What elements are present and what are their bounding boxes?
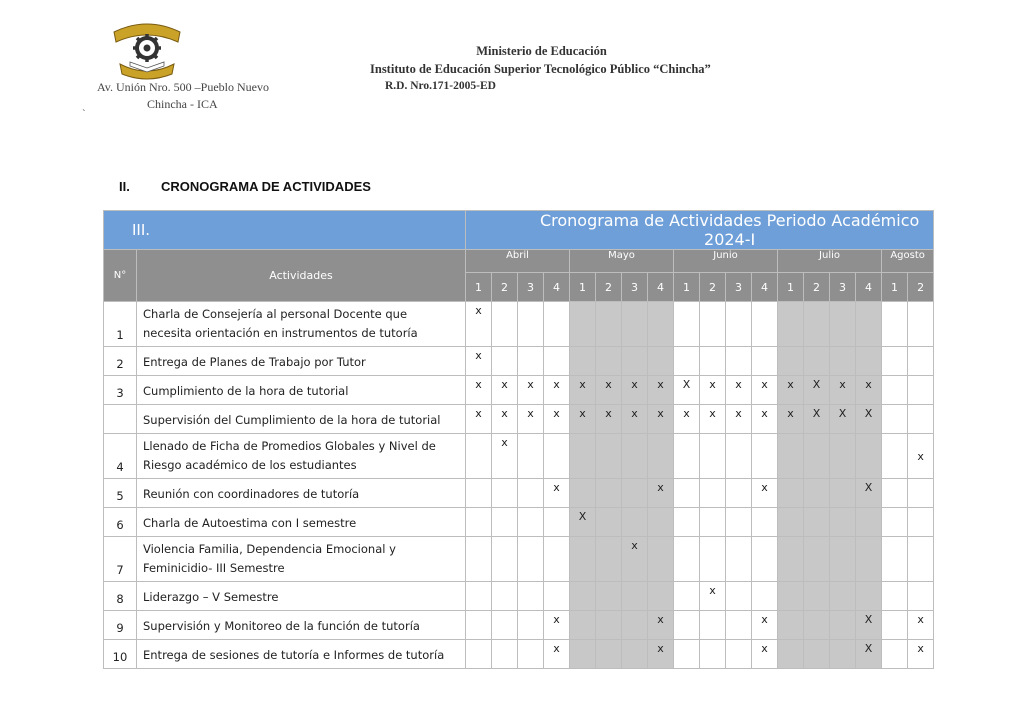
schedule-mark xyxy=(752,537,778,582)
schedule-mark: x xyxy=(908,640,934,669)
week-header: 4 xyxy=(544,273,570,302)
schedule-mark xyxy=(908,302,934,347)
schedule-mark: X xyxy=(674,376,700,405)
activity-name: Entrega de sesiones de tutoría e Informes de tutoría xyxy=(137,640,466,669)
schedule-mark xyxy=(882,376,908,405)
schedule-mark xyxy=(518,537,544,582)
schedule-mark xyxy=(882,302,908,347)
row-number: 1 xyxy=(104,302,137,347)
schedule-mark: x xyxy=(648,405,674,434)
schedule-mark xyxy=(804,479,830,508)
schedule-mark xyxy=(830,347,856,376)
schedule-mark: x xyxy=(492,405,518,434)
schedule-mark xyxy=(648,582,674,611)
row-number: 8 xyxy=(104,582,137,611)
schedule-mark xyxy=(726,537,752,582)
schedule-mark xyxy=(700,434,726,479)
schedule-mark xyxy=(778,582,804,611)
schedule-mark: x xyxy=(648,640,674,669)
schedule-mark xyxy=(778,537,804,582)
schedule-mark xyxy=(596,537,622,582)
schedule-mark xyxy=(674,508,700,537)
week-header: 1 xyxy=(674,273,700,302)
schedule-mark: x xyxy=(492,434,518,479)
schedule-mark xyxy=(856,302,882,347)
schedule-mark xyxy=(882,405,908,434)
schedule-mark: x xyxy=(908,434,934,479)
institute-name: Instituto de Educación Superior Tecnológico Público “Chincha” xyxy=(370,62,711,76)
schedule-mark xyxy=(596,611,622,640)
schedule-mark xyxy=(674,537,700,582)
schedule-mark xyxy=(622,434,648,479)
section-title: CRONOGRAMA DE ACTIVIDADES xyxy=(161,179,371,194)
schedule-mark: x xyxy=(596,405,622,434)
schedule-mark xyxy=(752,434,778,479)
week-header: 2 xyxy=(492,273,518,302)
schedule-mark: x xyxy=(466,405,492,434)
schedule-mark xyxy=(648,434,674,479)
schedule-mark: x xyxy=(570,405,596,434)
schedule-mark xyxy=(882,640,908,669)
schedule-mark xyxy=(882,508,908,537)
schedule-mark xyxy=(882,537,908,582)
schedule-mark xyxy=(778,640,804,669)
schedule-mark xyxy=(804,611,830,640)
schedule-mark xyxy=(466,640,492,669)
schedule-mark: x xyxy=(752,405,778,434)
schedule-mark xyxy=(492,537,518,582)
table-row xyxy=(104,376,934,405)
schedule-mark xyxy=(804,582,830,611)
schedule-mark: x xyxy=(700,376,726,405)
schedule-mark xyxy=(726,611,752,640)
week-header: 4 xyxy=(648,273,674,302)
schedule-mark: x xyxy=(466,376,492,405)
schedule-mark xyxy=(882,479,908,508)
schedule-mark: X xyxy=(570,508,596,537)
schedule-mark xyxy=(830,537,856,582)
schedule-mark: x xyxy=(830,376,856,405)
schedule-mark xyxy=(544,508,570,537)
schedule-mark xyxy=(570,537,596,582)
schedule-mark xyxy=(778,302,804,347)
schedule-mark xyxy=(544,582,570,611)
schedule-mark xyxy=(908,347,934,376)
schedule-mark xyxy=(700,347,726,376)
week-header: 2 xyxy=(596,273,622,302)
week-header: 1 xyxy=(466,273,492,302)
schedule-mark: x xyxy=(856,376,882,405)
schedule-mark xyxy=(778,479,804,508)
schedule-mark xyxy=(804,302,830,347)
table-row xyxy=(104,347,934,376)
schedule-mark xyxy=(674,582,700,611)
table-row xyxy=(104,405,934,434)
schedule-mark: X xyxy=(856,479,882,508)
schedule-mark xyxy=(622,347,648,376)
schedule-mark xyxy=(700,537,726,582)
schedule-mark xyxy=(778,508,804,537)
schedule-mark xyxy=(856,347,882,376)
schedule-mark xyxy=(752,508,778,537)
schedule-mark xyxy=(596,479,622,508)
schedule-mark xyxy=(674,347,700,376)
schedule-mark xyxy=(726,479,752,508)
schedule-mark xyxy=(570,479,596,508)
schedule-mark: x xyxy=(726,405,752,434)
schedule-mark xyxy=(830,640,856,669)
schedule-mark xyxy=(700,508,726,537)
week-header: 4 xyxy=(856,273,882,302)
schedule-mark xyxy=(752,582,778,611)
schedule-mark xyxy=(492,347,518,376)
schedule-mark xyxy=(466,479,492,508)
schedule-mark xyxy=(518,508,544,537)
schedule-mark xyxy=(882,434,908,479)
schedule-mark xyxy=(908,582,934,611)
schedule-mark xyxy=(622,582,648,611)
schedule-mark xyxy=(648,347,674,376)
institute-address: Av. Unión Nro. 500 –Pueblo Nuevo xyxy=(97,80,269,94)
schedule-mark: x xyxy=(544,479,570,508)
schedule-mark xyxy=(518,302,544,347)
schedule-mark xyxy=(518,347,544,376)
schedule-mark: x xyxy=(752,640,778,669)
schedule-mark: x xyxy=(466,347,492,376)
schedule-mark xyxy=(622,640,648,669)
activity-name: Violencia Familia, Dependencia Emocional y Feminicidio- III Semestre xyxy=(137,537,466,582)
table-row xyxy=(104,479,934,508)
schedule-mark: X xyxy=(830,405,856,434)
schedule-mark: X xyxy=(856,611,882,640)
schedule-mark: x xyxy=(700,582,726,611)
schedule-mark xyxy=(570,347,596,376)
schedule-mark: x xyxy=(544,405,570,434)
schedule-mark xyxy=(466,611,492,640)
schedule-mark xyxy=(570,302,596,347)
schedule-mark: x xyxy=(466,302,492,347)
schedule-mark: x xyxy=(544,640,570,669)
week-header: 2 xyxy=(908,273,934,302)
schedule-mark xyxy=(492,582,518,611)
row-number xyxy=(104,405,137,434)
schedule-mark: x xyxy=(518,405,544,434)
institute-city: Chincha - ICA xyxy=(147,97,218,111)
table-row xyxy=(104,537,934,582)
schedule-mark xyxy=(804,347,830,376)
week-header: 2 xyxy=(804,273,830,302)
schedule-mark xyxy=(518,582,544,611)
table-row xyxy=(104,302,934,347)
schedule-mark xyxy=(492,640,518,669)
schedule-mark xyxy=(908,508,934,537)
schedule-mark xyxy=(726,640,752,669)
schedule-mark: x xyxy=(492,376,518,405)
schedule-mark xyxy=(752,302,778,347)
schedule-mark xyxy=(674,302,700,347)
schedule-mark xyxy=(492,302,518,347)
schedule-mark xyxy=(726,434,752,479)
schedule-mark xyxy=(882,611,908,640)
activity-name: Reunión con coordinadores de tutoría xyxy=(137,479,466,508)
activity-schedule-table xyxy=(103,210,934,669)
activity-name: Liderazgo – V Semestre xyxy=(137,582,466,611)
schedule-mark: x xyxy=(908,611,934,640)
schedule-mark xyxy=(596,302,622,347)
schedule-mark xyxy=(518,611,544,640)
row-number: 10 xyxy=(104,640,137,669)
schedule-mark xyxy=(700,640,726,669)
schedule-mark xyxy=(830,611,856,640)
row-number: 2 xyxy=(104,347,137,376)
schedule-mark xyxy=(570,434,596,479)
schedule-mark xyxy=(622,611,648,640)
table-row xyxy=(104,640,934,669)
schedule-mark xyxy=(908,405,934,434)
row-number: 5 xyxy=(104,479,137,508)
schedule-mark xyxy=(466,537,492,582)
schedule-mark xyxy=(570,582,596,611)
schedule-mark xyxy=(778,434,804,479)
ministry-name: Ministerio de Educación xyxy=(476,44,607,58)
month-header: Junio xyxy=(674,250,778,273)
schedule-mark xyxy=(648,508,674,537)
schedule-mark: x xyxy=(752,611,778,640)
row-number: 7 xyxy=(104,537,137,582)
resolution-number: R.D. Nro.171-2005-ED xyxy=(385,80,496,92)
row-number: 3 xyxy=(104,376,137,405)
activity-name: Cumplimiento de la hora de tutorial xyxy=(137,376,466,405)
schedule-mark xyxy=(596,640,622,669)
schedule-mark: X xyxy=(804,376,830,405)
schedule-mark xyxy=(492,508,518,537)
schedule-mark: x xyxy=(726,376,752,405)
schedule-mark xyxy=(674,640,700,669)
week-header: 2 xyxy=(700,273,726,302)
schedule-mark xyxy=(648,537,674,582)
schedule-mark xyxy=(570,640,596,669)
schedule-mark xyxy=(778,611,804,640)
schedule-mark xyxy=(544,537,570,582)
schedule-mark xyxy=(804,537,830,582)
schedule-mark: x xyxy=(700,405,726,434)
schedule-mark: x xyxy=(622,537,648,582)
schedule-mark xyxy=(856,537,882,582)
table-row xyxy=(104,611,934,640)
schedule-mark xyxy=(596,347,622,376)
schedule-mark: x xyxy=(752,376,778,405)
schedule-mark xyxy=(830,302,856,347)
schedule-mark xyxy=(752,347,778,376)
schedule-mark xyxy=(856,508,882,537)
activity-name: Supervisión y Monitoreo de la función de tutoría xyxy=(137,611,466,640)
schedule-mark xyxy=(726,302,752,347)
schedule-mark xyxy=(518,479,544,508)
activity-name: Charla de Autoestima con I semestre xyxy=(137,508,466,537)
schedule-mark xyxy=(830,582,856,611)
schedule-mark: x xyxy=(622,376,648,405)
schedule-mark: X xyxy=(856,405,882,434)
schedule-mark xyxy=(882,347,908,376)
schedule-mark: x xyxy=(544,376,570,405)
table-row xyxy=(104,582,934,611)
schedule-mark xyxy=(570,611,596,640)
schedule-mark: x xyxy=(752,479,778,508)
table-row xyxy=(104,508,934,537)
column-header-number: N° xyxy=(104,250,137,302)
schedule-mark xyxy=(466,434,492,479)
week-header: 1 xyxy=(882,273,908,302)
activity-name: Entrega de Planes de Trabajo por Tutor xyxy=(137,347,466,376)
week-header: 3 xyxy=(518,273,544,302)
table-row xyxy=(104,434,934,479)
schedule-mark xyxy=(856,582,882,611)
month-header: Agosto xyxy=(882,250,934,273)
schedule-mark xyxy=(778,347,804,376)
schedule-mark xyxy=(518,640,544,669)
schedule-mark: x xyxy=(778,376,804,405)
schedule-mark xyxy=(830,434,856,479)
schedule-mark xyxy=(622,508,648,537)
schedule-mark xyxy=(726,582,752,611)
table-title: Cronograma de Actividades Periodo Académico 2024-I xyxy=(466,211,934,250)
schedule-mark: x xyxy=(778,405,804,434)
schedule-mark xyxy=(648,302,674,347)
schedule-mark xyxy=(830,479,856,508)
schedule-mark xyxy=(908,479,934,508)
row-number: 4 xyxy=(104,434,137,479)
schedule-mark xyxy=(492,611,518,640)
week-header: 3 xyxy=(622,273,648,302)
schedule-mark xyxy=(856,434,882,479)
schedule-mark xyxy=(908,376,934,405)
schedule-mark: x xyxy=(596,376,622,405)
schedule-mark xyxy=(674,611,700,640)
week-header: 1 xyxy=(570,273,596,302)
column-header-activities: Actividades xyxy=(137,250,466,302)
schedule-mark: x xyxy=(648,479,674,508)
month-header: Mayo xyxy=(570,250,674,273)
schedule-mark xyxy=(544,434,570,479)
schedule-mark xyxy=(674,479,700,508)
schedule-mark xyxy=(544,302,570,347)
schedule-mark xyxy=(804,434,830,479)
schedule-mark xyxy=(804,640,830,669)
schedule-mark xyxy=(804,508,830,537)
schedule-mark xyxy=(908,537,934,582)
schedule-mark: x xyxy=(544,611,570,640)
schedule-mark xyxy=(726,347,752,376)
section-number: II. xyxy=(119,179,130,194)
schedule-mark xyxy=(622,479,648,508)
schedule-mark xyxy=(700,302,726,347)
schedule-mark xyxy=(622,302,648,347)
schedule-mark xyxy=(700,611,726,640)
row-number: 6 xyxy=(104,508,137,537)
schedule-mark xyxy=(492,479,518,508)
activity-name: Llenado de Ficha de Promedios Globales y Nivel de Riesgo académico de los estudiantes xyxy=(137,434,466,479)
row-number: 9 xyxy=(104,611,137,640)
schedule-mark xyxy=(830,508,856,537)
week-header: 4 xyxy=(752,273,778,302)
schedule-mark: x xyxy=(570,376,596,405)
schedule-mark xyxy=(700,479,726,508)
table-title-number: III. xyxy=(104,211,466,250)
schedule-mark xyxy=(882,582,908,611)
week-header: 1 xyxy=(778,273,804,302)
schedule-mark xyxy=(596,582,622,611)
schedule-mark xyxy=(596,434,622,479)
schedule-mark: X xyxy=(856,640,882,669)
schedule-mark: x xyxy=(622,405,648,434)
schedule-mark xyxy=(466,508,492,537)
schedule-mark: x xyxy=(648,376,674,405)
schedule-mark xyxy=(674,434,700,479)
schedule-mark xyxy=(596,508,622,537)
schedule-mark: x xyxy=(648,611,674,640)
schedule-mark xyxy=(518,434,544,479)
stray-mark: ` xyxy=(82,108,86,120)
activity-name: Supervisión del Cumplimiento de la hora de tutorial xyxy=(137,405,466,434)
month-header: Abril xyxy=(466,250,570,273)
schedule-mark xyxy=(544,347,570,376)
week-header: 3 xyxy=(830,273,856,302)
schedule-mark: x xyxy=(518,376,544,405)
schedule-mark xyxy=(466,582,492,611)
schedule-mark: X xyxy=(804,405,830,434)
month-header: Julio xyxy=(778,250,882,273)
activity-name: Charla de Consejería al personal Docente que necesita orientación en instrumentos de tutoría xyxy=(137,302,466,347)
schedule-mark: x xyxy=(674,405,700,434)
schedule-mark xyxy=(726,508,752,537)
week-header: 3 xyxy=(726,273,752,302)
